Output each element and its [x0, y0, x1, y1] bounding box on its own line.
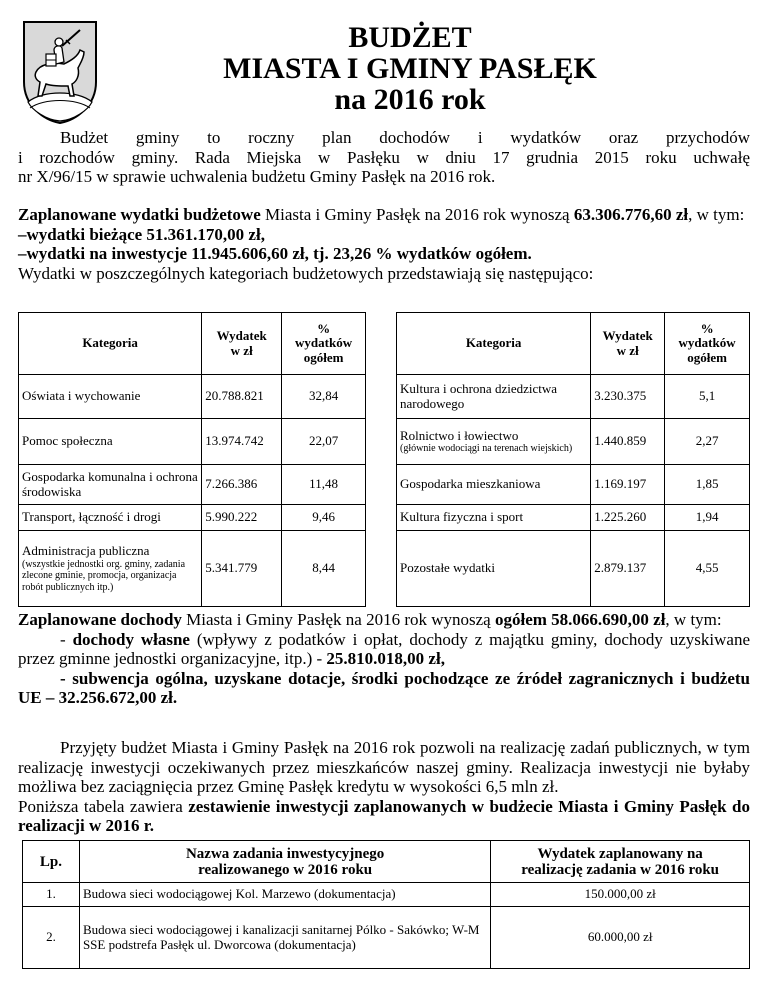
category-amount: 1.440.859	[591, 419, 665, 465]
table-row	[19, 375, 366, 419]
categories-header-row	[397, 313, 750, 375]
category-amount: 2.879.137	[591, 531, 665, 607]
expenses-categories-intro: Wydatki w poszczególnych kategoriach budżetowych przedstawiają się następująco:	[18, 263, 594, 283]
header-planned-amount: Wydatek zaplanowany na realizację zadania w 2016 roku	[491, 841, 750, 883]
income-total-line	[18, 610, 750, 630]
category-name: Gospodarka mieszkaniowa	[397, 465, 591, 505]
category-name: Administracja publiczna	[22, 543, 150, 558]
expenses-paragraph	[18, 205, 750, 283]
table-row	[23, 907, 750, 969]
category-amount: 3.230.375	[591, 375, 665, 419]
table-row	[397, 465, 750, 505]
category-amount: 13.974.742	[202, 419, 282, 465]
table-row	[397, 531, 750, 607]
category-name: Pomoc społeczna	[19, 419, 202, 465]
investments-table	[22, 840, 750, 969]
title-line-1: BUDŻET	[348, 21, 472, 54]
expenses-total-line	[18, 205, 750, 225]
categories-table-left	[18, 312, 366, 607]
page-title	[150, 22, 670, 115]
expenses-label: Zaplanowane wydatki budżetowe	[18, 205, 261, 224]
category-name-cell	[19, 531, 202, 607]
category-name: Rolnictwo i łowiectwo	[400, 427, 519, 443]
investment-amount: 60.000,00 zł	[491, 907, 750, 969]
investment-lp: 1.	[23, 883, 80, 907]
category-name: Kultura fizyczna i sport	[397, 505, 591, 531]
category-name: Oświata i wychowanie	[19, 375, 202, 419]
expenses-text: Miasta i Gminy Pasłęk na 2016 rok wynoszą	[260, 205, 574, 224]
income-own	[18, 630, 750, 669]
categories-table-right	[396, 312, 750, 607]
header-category: Kategoria	[397, 313, 591, 375]
expenses-investment: –wydatki na inwestycje 11.945.606,60 zł, tj. 23,26 % wydatków ogółem.	[18, 244, 532, 263]
category-name: Transport, łączność i drogi	[19, 505, 202, 531]
investment-lp: 2.	[23, 907, 80, 969]
table-row	[19, 419, 366, 465]
category-amount: 1.225.260	[591, 505, 665, 531]
intro-line-3: nr X/96/15 w sprawie uchwalenia budżetu Gminy Pasłęk na 2016 rok.	[18, 167, 496, 186]
category-percent: 1,94	[665, 505, 750, 531]
summary-paragraph	[18, 738, 750, 836]
expenses-total: 63.306.776,60 zł	[573, 205, 689, 224]
header-amount: Wydatek w zł	[202, 313, 282, 375]
category-amount: 20.788.821	[202, 375, 282, 419]
intro-paragraph	[18, 128, 750, 187]
category-percent: 8,44	[282, 531, 366, 607]
income-subsidy: - subwencja ogólna, uzyskane dotacje, środki pochodzące ze źródeł zagranicznych i budżetu UE – 32.256.672,00 zł.	[18, 668, 750, 707]
header-percent: % wydatków ogółem	[282, 313, 366, 375]
table-row	[19, 465, 366, 505]
table-row	[23, 883, 750, 907]
income-own-label: dochody własne	[72, 629, 190, 649]
income-own-prefix: -	[60, 629, 73, 649]
investment-name: Budowa sieci wodociągowej i kanalizacji sanitarnej Pólko - Sakówko; W-M SSE podstrefa Pasłęk ul. Dworcowa (dokumentacja)	[79, 907, 490, 969]
category-percent: 4,55	[665, 531, 750, 607]
category-percent: 1,85	[665, 465, 750, 505]
category-amount: 1.169.197	[591, 465, 665, 505]
category-amount: 7.266.386	[202, 465, 282, 505]
investment-amount: 150.000,00 zł	[491, 883, 750, 907]
title-line-3: na 2016 rok	[334, 83, 486, 116]
table-row	[397, 375, 750, 419]
category-percent: 9,46	[282, 505, 366, 531]
categories-header-row	[19, 313, 366, 375]
category-percent: 32,84	[282, 375, 366, 419]
expenses-current: –wydatki bieżące 51.361.170,00 zł,	[18, 224, 265, 244]
coat-of-arms-logo	[22, 20, 98, 124]
income-label-b: dochody	[120, 610, 182, 629]
income-label-a: Zaplanowane	[18, 610, 121, 629]
income-paragraph	[18, 610, 750, 708]
table-row	[19, 505, 366, 531]
income-own-text: (wpływy z podatków i opłat, dochody z majątku gminy, dochody uzyskiwane przez gminne jednostki organizacyjne, itp.) -	[18, 629, 751, 668]
header-percent: % wydatków ogółem	[665, 313, 750, 375]
category-amount: 5.990.222	[202, 505, 282, 531]
header-task-name: Nazwa zadania inwestycyjnego realizowanego w 2016 roku	[79, 841, 490, 883]
summary-text-2b: zestawienie inwestycji zaplanowanych w budżecie Miasta i Gminy Pasłęk do realizacji w 2016 r.	[18, 796, 750, 835]
category-amount: 5.341.779	[202, 531, 282, 607]
table-row	[19, 531, 366, 607]
category-name: Pozostałe wydatki	[397, 531, 591, 607]
table-row	[397, 505, 750, 531]
header-lp: Lp.	[23, 841, 80, 883]
income-total: ogółem 58.066.690,00 zł	[494, 610, 666, 629]
summary-text-2	[18, 797, 750, 836]
investments-header-row	[23, 841, 750, 883]
header-category: Kategoria	[19, 313, 202, 375]
category-percent: 11,48	[282, 465, 366, 505]
category-note: (głównie wodociągi na terenach wiejskich)	[400, 443, 573, 454]
category-percent: 2,27	[665, 419, 750, 465]
category-percent: 22,07	[282, 419, 366, 465]
summary-text-2a: Poniższa tabela zawiera	[18, 796, 189, 816]
income-own-amount: 25.810.018,00 zł,	[326, 649, 445, 668]
income-in-that: w tym:	[673, 610, 722, 629]
intro-line-2: i rozchodów gminy. Rada Miejska w Pasłęku w dniu 17 grudnia 2015 roku uchwałę	[18, 147, 750, 167]
category-note: (wszystkie jednostki org. gminy, zadania zlecone gminie, promocja, organizacja robót publicznych itp.)	[22, 558, 186, 593]
income-comma: ,	[665, 610, 670, 629]
intro-line-1: Budżet gminy to roczny plan dochodów i wydatków oraz przychodów	[60, 128, 750, 147]
investment-name: Budowa sieci wodociągowej Kol. Marzewo (dokumentacja)	[79, 883, 490, 907]
expenses-in-that: w tym:	[696, 205, 745, 224]
category-name: Kultura i ochrona dziedzictwa narodowego	[397, 375, 591, 419]
income-text: Miasta i Gminy Pasłęk na 2016 rok wynoszą	[181, 610, 495, 629]
summary-text-1: Przyjęty budżet Miasta i Gminy Pasłęk na 2016 rok pozwoli na realizację zadań publicznych, w tym realizację inwestycji oczekiwanych przez mieszkańców naszej gminy. Realizacja inwestycji nie byłaby możliwa bez zaciągnięcia przez Gminę Pasłęk kredytu w wysokości 6,5 mln zł.	[18, 738, 750, 796]
category-percent: 5,1	[665, 375, 750, 419]
header-amount: Wydatek w zł	[591, 313, 665, 375]
title-line-2: MIASTA I GMINY PASŁĘK	[223, 52, 597, 85]
category-name: Gospodarka komunalna i ochrona środowiska	[19, 465, 202, 505]
table-row	[397, 419, 750, 465]
expenses-comma: ,	[688, 205, 693, 224]
category-name-cell	[397, 419, 591, 465]
